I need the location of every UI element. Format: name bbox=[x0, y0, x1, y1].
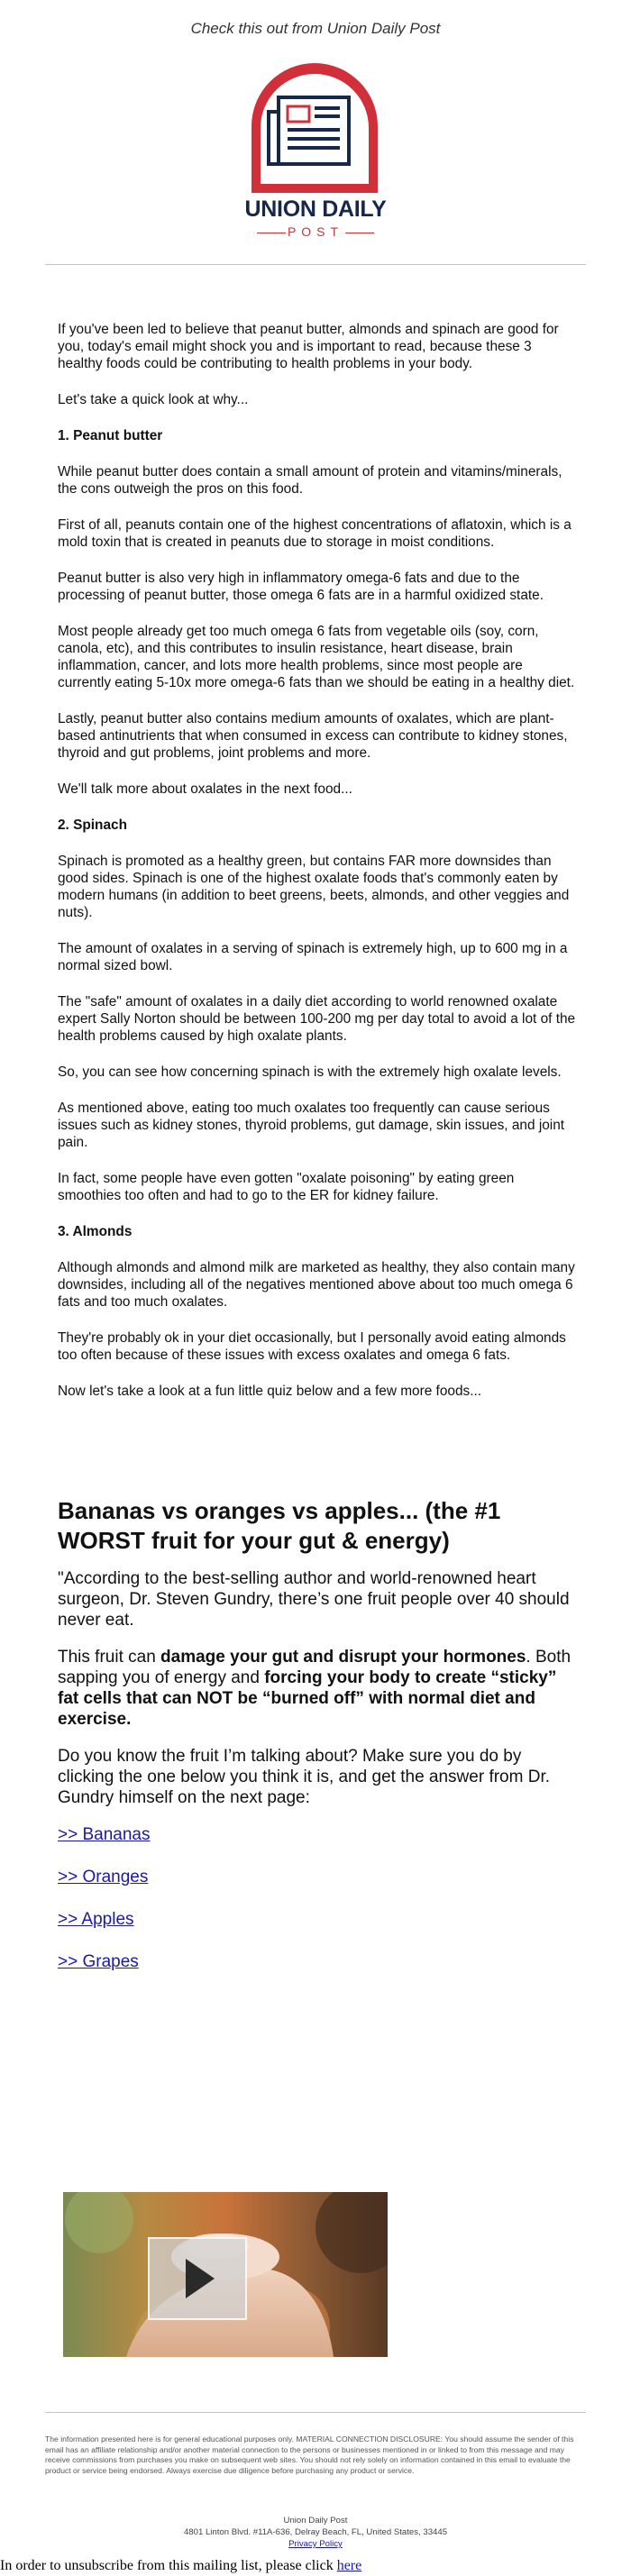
promo-section bbox=[58, 1496, 581, 1994]
section-heading-spinach: 2. Spinach bbox=[58, 818, 127, 833]
promo-paragraph bbox=[58, 1647, 581, 1730]
header-divider bbox=[45, 264, 586, 265]
promo-bold-text: damage your gut and disrupt your hormones bbox=[160, 1648, 526, 1667]
promo-headline: Bananas vs oranges vs apples... (the #1 WORST fruit for your gut & energy) bbox=[58, 1497, 501, 1554]
body-paragraph: They're probably ok in your diet occasionally, but I personally avoid eating almonds too often because of these issues with excess oxalates and omega 6 fats. bbox=[58, 1330, 566, 1363]
footer-address: 4801 Linton Blvd. #11A-636, Delray Beach, FL, United States, 33445 bbox=[183, 2527, 448, 2537]
promo-text: . Both sapping you of energy and bbox=[58, 1648, 572, 1687]
footer-company: Union Daily Post bbox=[283, 2516, 348, 2526]
union-daily-post-logo[interactable] bbox=[235, 61, 396, 249]
footer-divider bbox=[45, 2412, 586, 2413]
body-paragraph: The amount of oxalates in a serving of spinach is extremely high, up to 600 mg in a normal sized bowl. bbox=[58, 941, 568, 973]
answer-link-oranges[interactable]: >> Oranges bbox=[58, 1868, 149, 1886]
unsubscribe-link[interactable]: here bbox=[336, 2558, 362, 2573]
answer-link-grapes[interactable]: >> Grapes bbox=[58, 1952, 139, 1971]
body-paragraph: We'll talk more about oxalates in the next food... bbox=[58, 781, 352, 797]
privacy-policy-link[interactable]: Privacy Policy bbox=[288, 2539, 343, 2549]
promo-text: This fruit can bbox=[58, 1648, 161, 1667]
body-paragraph: First of all, peanuts contain one of the highest concentrations of aflatoxin, which is a mold toxin that is created in peanuts due to storage in moist conditions. bbox=[58, 517, 572, 550]
promo-bold-text: forcing your body to create “sticky” fat cells that can NOT be “burned off” with normal diet and exercise. bbox=[58, 1668, 557, 1729]
body-paragraph: While peanut butter does contain a small amount of protein and vitamins/minerals, the cons outweigh the pros on this food. bbox=[58, 464, 562, 497]
body-paragraph: Spinach is promoted as a healthy green, but contains FAR more downsides than good sides. Spinach is one of the highest oxalate foods that's commonly eaten by modern humans (in addition to beet greens, beets, almonds, and other veggies and nuts). bbox=[58, 854, 570, 920]
body-paragraph: Although almonds and almond milk are marketed as healthy, they also contain many downsides, including all of the negatives mentioned above about too much omega 6 fats and too much oxalates. bbox=[58, 1260, 575, 1310]
promo-question: Do you know the fruit I’m talking about? Make sure you do by clicking the one below you think it is, and get the answer from Dr. Gundry himself on the next page: bbox=[58, 1747, 550, 1807]
section-heading-almonds: 3. Almonds bbox=[58, 1224, 133, 1239]
body-paragraph: Now let's take a look at a fun little quiz below and a few more foods... bbox=[58, 1384, 482, 1399]
body-paragraph: Let's take a quick look at why... bbox=[58, 392, 249, 407]
body-paragraph: Peanut butter is also very high in inflammatory omega-6 fats and due to the processing of peanut butter, those omega 6 fats are in a harmful oxidized state. bbox=[58, 571, 544, 603]
article-body bbox=[58, 321, 576, 1419]
video-thumbnail[interactable] bbox=[63, 2192, 388, 2357]
email-tagline: Check this out from Union Daily Post bbox=[190, 20, 441, 37]
answer-link-bananas[interactable]: >> Bananas bbox=[58, 1825, 151, 1844]
body-paragraph: As mentioned above, eating too much oxalates too frequently can cause serious issues such as kidney stones, thyroid problems, gut damage, skin issues, and joint pain. bbox=[58, 1101, 565, 1150]
section-heading-peanut-butter: 1. Peanut butter bbox=[58, 428, 163, 443]
footer bbox=[0, 2515, 631, 2550]
intro-paragraph: If you've been led to believe that peanut butter, almonds and spinach are good for you, today's email might shock you and is important to read, because these 3 healthy foods could be contributing to health problems in your body. bbox=[58, 322, 559, 371]
logo-subtitle: POST bbox=[287, 224, 344, 239]
answer-link-apples[interactable]: >> Apples bbox=[58, 1910, 134, 1929]
disclaimer-text: The information presented here is for general educational purposes only. MATERIAL CONNECTION DISCLOSURE: You should assume the sender of this email has an affiliate relationship and/or another material connection to the persons or businesses mentioned in or linked to from this message and may receive commissions from purchases you make on subsequent web sites. You should not rely solely on information contained in this email to evaluate the product or service being endorsed. Always exercise due diligence before purchasing any product or service. bbox=[45, 2434, 574, 2475]
body-paragraph: Lastly, peanut butter also contains medium amounts of oxalates, which are plant-based antinutrients that when consumed in excess can contribute to kidney stones, thyroid and gut problems, joint problems and more. bbox=[58, 711, 568, 761]
promo-quote: "According to the best-selling author and world-renowned heart surgeon, Dr. Steven Gundry, there’s one fruit people over 40 should never eat. bbox=[58, 1569, 570, 1630]
body-paragraph: Most people already get too much omega 6 fats from vegetable oils (soy, corn, canola, etc), and this contributes to insulin resistance, heart disease, brain inflammation, cancer, and lots more health problems, since most people are currently eating 5-10x more omega-6 fats than we should be eating in a healthy diet. bbox=[58, 624, 575, 690]
body-paragraph: The "safe" amount of oxalates in a daily diet according to world renowned oxalate expert Sally Norton should be between 100-200 mg per day total to avoid a lot of the health problems caused by high oxalate plants. bbox=[58, 994, 576, 1044]
logo-title: UNION DAILY bbox=[244, 196, 387, 222]
unsubscribe-line bbox=[0, 2558, 361, 2574]
unsubscribe-text: In order to unsubscribe from this mailing list, please click bbox=[0, 2558, 337, 2573]
body-paragraph: In fact, some people have even gotten "oxalate poisoning" by eating green smoothies too often and had to go to the ER for kidney failure. bbox=[58, 1171, 515, 1203]
body-paragraph: So, you can see how concerning spinach is with the extremely high oxalate levels. bbox=[58, 1064, 562, 1080]
newspaper-logo-icon bbox=[235, 61, 396, 196]
play-icon[interactable] bbox=[148, 2237, 247, 2320]
